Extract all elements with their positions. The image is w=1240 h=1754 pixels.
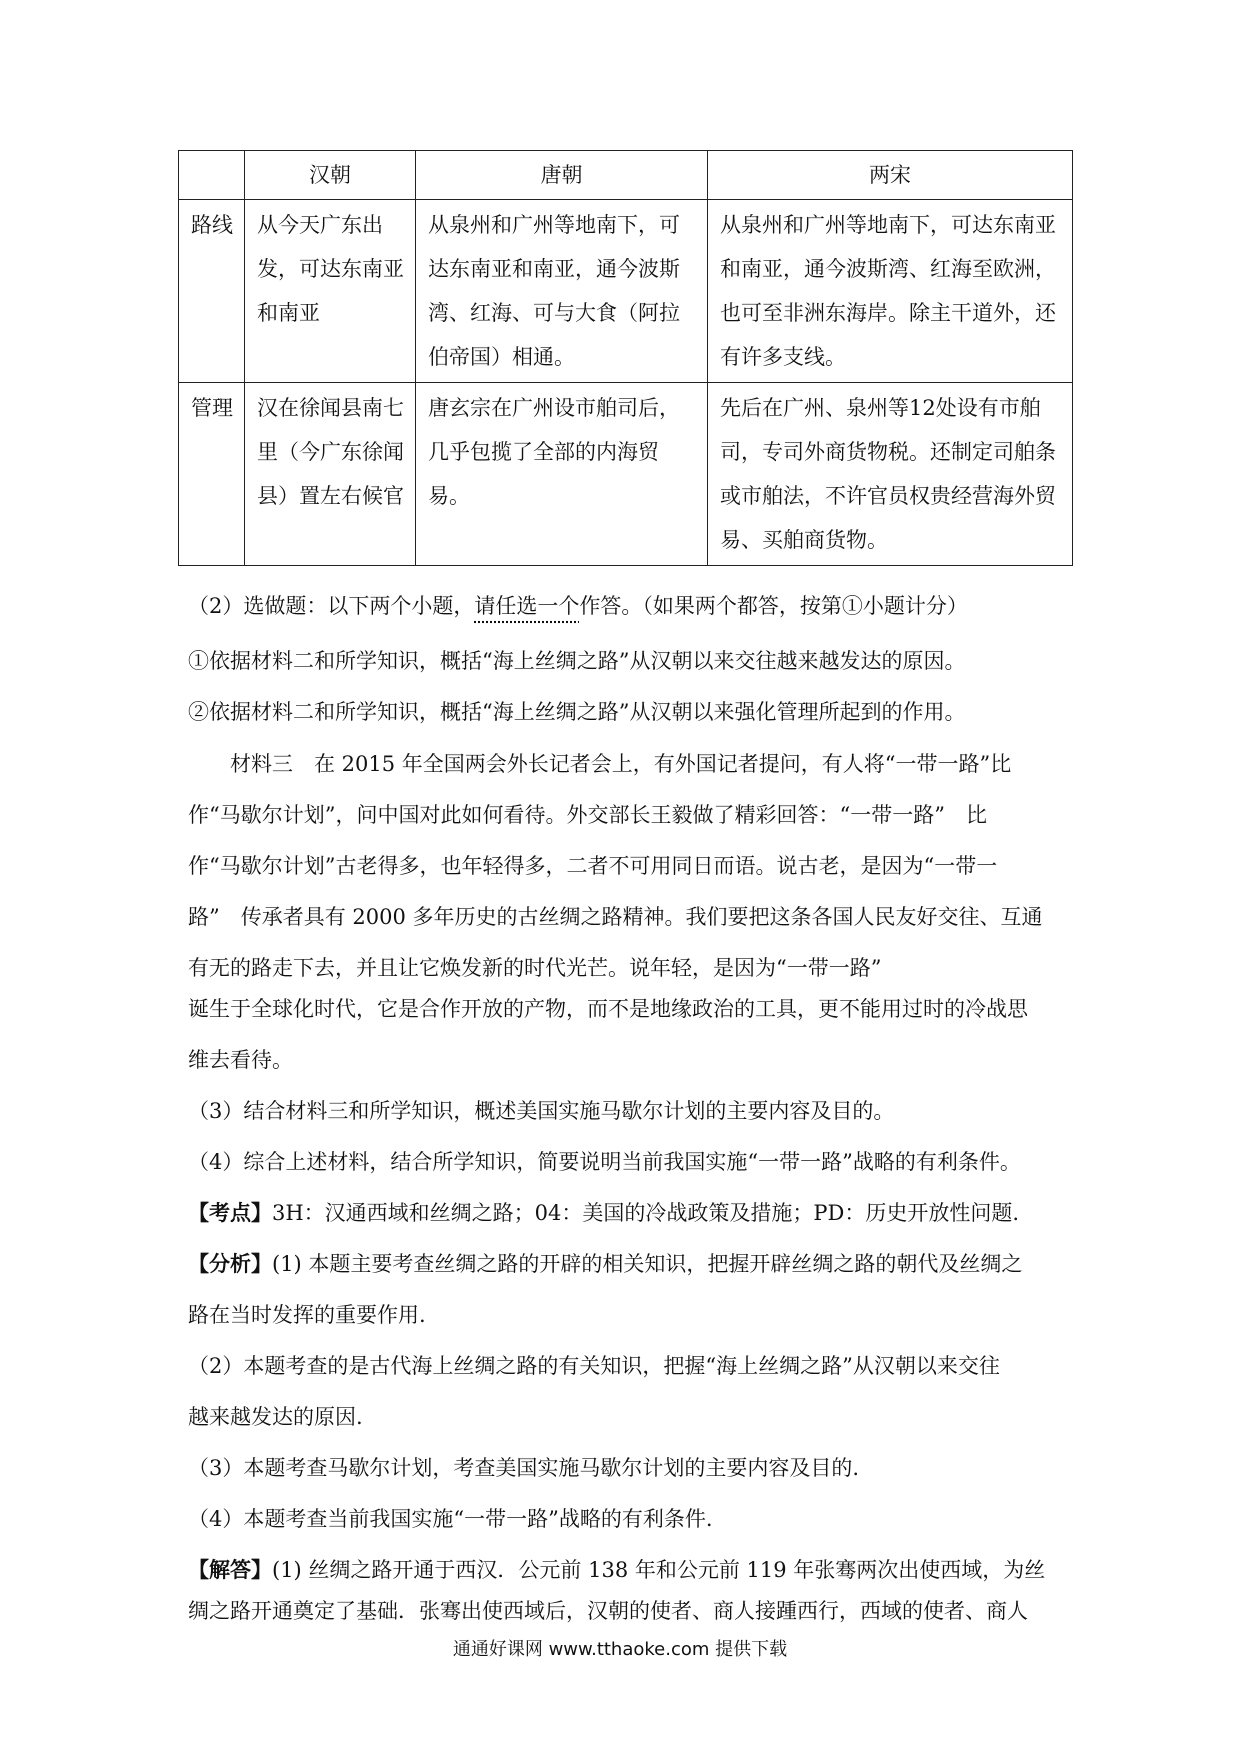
fenxi-line: 路在当时发挥的重要作用. [188,1303,426,1327]
fenxi-line: 越来越发达的原因. [188,1405,363,1429]
material-3-line: 路” 传承者具有 2000 多年历史的古丝绸之路精神。我们要把这条各国人民友好交往、互通 [188,905,1043,929]
table-header-cell: 唐朝 [416,151,708,200]
material-3-line: 维去看待。 [188,1048,293,1072]
material-3-line: 作“马歇尔计划”古老得多，也年轻得多，二者不可用同日而语。说古老，是因为“一带一 [188,854,998,878]
table-header-cell: 汉朝 [245,151,416,200]
table-cell: 汉在徐闻县南七里（今广东徐闻县）置左右候官 [245,383,416,566]
material-3-line: 材料三 在 2015 年全国两会外长记者会上，有外国记者提问，有人将“一带一路”比 [230,752,1012,776]
table-cell: 先后在广州、泉州等12处设有市舶司，专司外商货物税。还制定司舶条或市舶法，不许官员权贵经营海外贸易、买舶商货物。 [708,383,1073,566]
question-2-option-2: ②依据材料二和所学知识，概括“海上丝绸之路”从汉朝以来强化管理所起到的作用。 [188,700,966,724]
q2-prefix: （2）选做题：以下两个小题， [188,594,475,618]
kaodian-label: 【考点】 [188,1200,272,1225]
fenxi-line [188,1250,1064,1278]
table-header-cell [179,151,245,200]
question-2-option-1: ①依据材料二和所学知识，概括“海上丝绸之路”从汉朝以来交往越来越发达的原因。 [188,649,966,673]
table-row [179,383,1073,566]
table-cell: 从今天广东出发，可达东南亚和南亚 [245,200,416,383]
fenxi-line: （4）本题考查当前我国实施“一带一路”战略的有利条件. [188,1507,713,1531]
page-footer: 通通好课网 www.tthaoke.com 提供下载 [452,1639,788,1660]
kaodian-line [188,1199,1064,1227]
jieda-line [188,1556,1064,1584]
jieda-line: 绸之路开通奠定了基础．张骞出使西域后，汉朝的使者、商人接踵西行，西域的使者、商人 [188,1599,1028,1623]
row-label: 管理 [179,383,245,566]
table-cell: 唐玄宗在广州设市舶司后，几乎包揽了全部的内海贸易。 [416,383,708,566]
fenxi-line: （2）本题考查的是古代海上丝绸之路的有关知识，把握“海上丝绸之路”从汉朝以来交往 [188,1354,1000,1378]
kaodian-text: 3H：汉通西域和丝绸之路；04：美国的冷战政策及措施；PD：历史开放性问题. [272,1201,1020,1225]
q2-suffix: 作答。（如果两个都答，按第①小题计分） [579,594,968,618]
table-cell: 从泉州和广州等地南下，可达东南亚和南亚，通今波斯湾、红海至欧洲，也可至非洲东海岸。除主干道外，还有许多支线。 [708,200,1073,383]
fenxi-line: （3）本题考查马歇尔计划，考查美国实施马歇尔计划的主要内容及目的. [188,1456,860,1480]
jieda-text: (1) 丝绸之路开通于西汉．公元前 138 年和公元前 119 年张骞两次出使西域，为丝 [272,1558,1046,1582]
material-3-line: 有无的路走下去，并且让它焕发新的时代光芒。说年轻，是因为“一带一路” [188,956,882,980]
fenxi-text: (1) 本题主要考查丝绸之路的开辟的相关知识，把握开辟丝绸之路的朝代及丝绸之 [272,1252,1023,1276]
jieda-label: 【解答】 [188,1557,272,1582]
material-3-line: 作“马歇尔计划”，问中国对此如何看待。外交部长王毅做了精彩回答：“一带一路” 比 [188,803,987,827]
question-2-instruction [188,592,1064,620]
table-cell: 从泉州和广州等地南下，可达东南亚和南亚，通今波斯湾、红海、可与大食（阿拉伯帝国）相通。 [416,200,708,383]
fenxi-label: 【分析】 [188,1251,272,1276]
question-4: （4）综合上述材料，结合所学知识，简要说明当前我国实施“一带一路”战略的有利条件。 [188,1150,1021,1174]
table-header-row [179,151,1073,200]
question-3: （3）结合材料三和所学知识，概述美国实施马歇尔计划的主要内容及目的。 [188,1099,895,1123]
table-row [179,200,1073,383]
row-label: 路线 [179,200,245,383]
material-3-line: 诞生于全球化时代，它是合作开放的产物，而不是地缘政治的工具，更不能用过时的冷战思 [188,997,1028,1021]
history-comparison-table [178,150,1073,566]
q2-emphasis: 请任选一个 [474,594,580,618]
table-header-cell: 两宋 [708,151,1073,200]
